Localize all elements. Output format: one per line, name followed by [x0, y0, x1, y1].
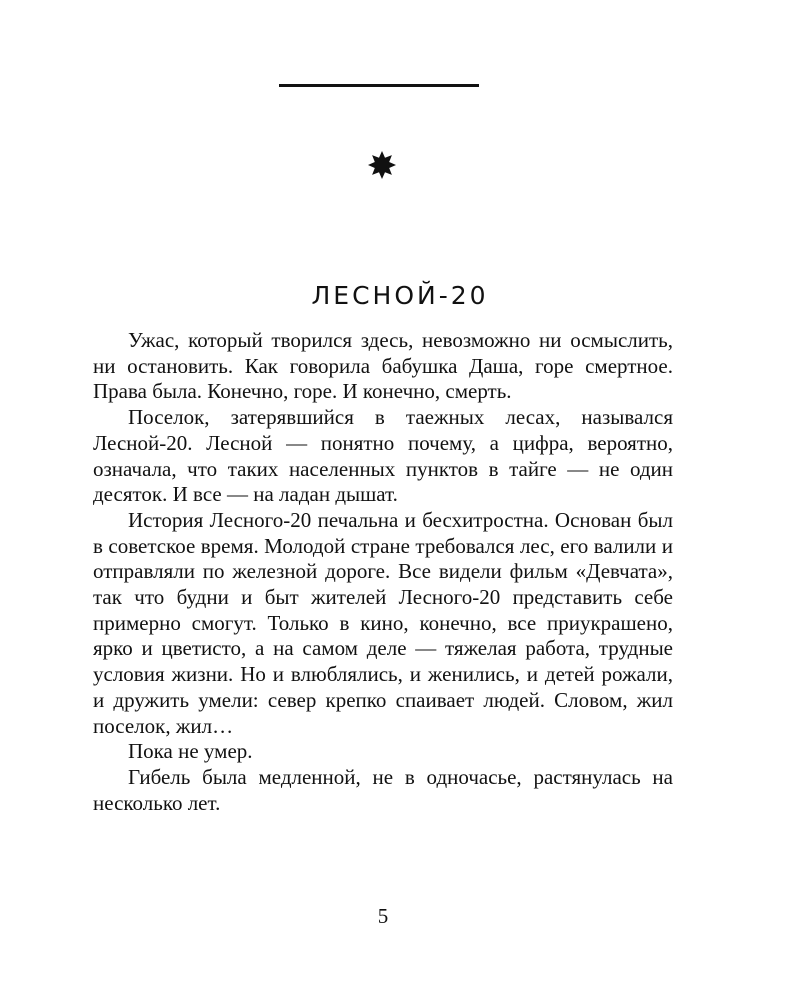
paragraph: Пока не умер.	[128, 739, 253, 764]
paragraph: Гибель была медленной, не в одночасье, растянулась на несколько лет.	[93, 764, 673, 815]
paragraph: История Лесного-20 печальна и бесхитростна. Основан был в советское время. Молодой стране требовался лес, его валили и отправляли по железной дороге. Все видели фильм «Девчата», так что будни и быт жителей Лесного-20 представить себе примерно смогут. Только в кино, конечно, все приукрашено, ярко и цветисто, а на самом деле — тяжелая работа, трудные условия жизни. Но и влюблялись, и женились, и детей рожали, и дружить умели: север крепко спаивает людей. Словом, жил поселок, жил…	[93, 507, 673, 738]
header-rule	[279, 84, 479, 87]
paragraph: Поселок, затерявшийся в таежных лесах, назывался Лесной-20. Лесной — понятно почему, а цифра, вероятно, означала, что таких населенных пунктов в тайге — не один десяток. И все — на ладан дышат.	[93, 405, 673, 507]
page-number: 5	[377, 904, 389, 928]
eight-point-star-icon	[366, 149, 398, 181]
chapter-body	[93, 328, 673, 816]
chapter-title: ЛЕСНОЙ-20	[311, 281, 489, 310]
paragraph: Ужас, который творился здесь, невозможно ни осмыслить, ни остановить. Как говорила бабушка Даша, горе смертное. Права была. Конечно, горе. И конечно, смерть.	[93, 328, 673, 404]
